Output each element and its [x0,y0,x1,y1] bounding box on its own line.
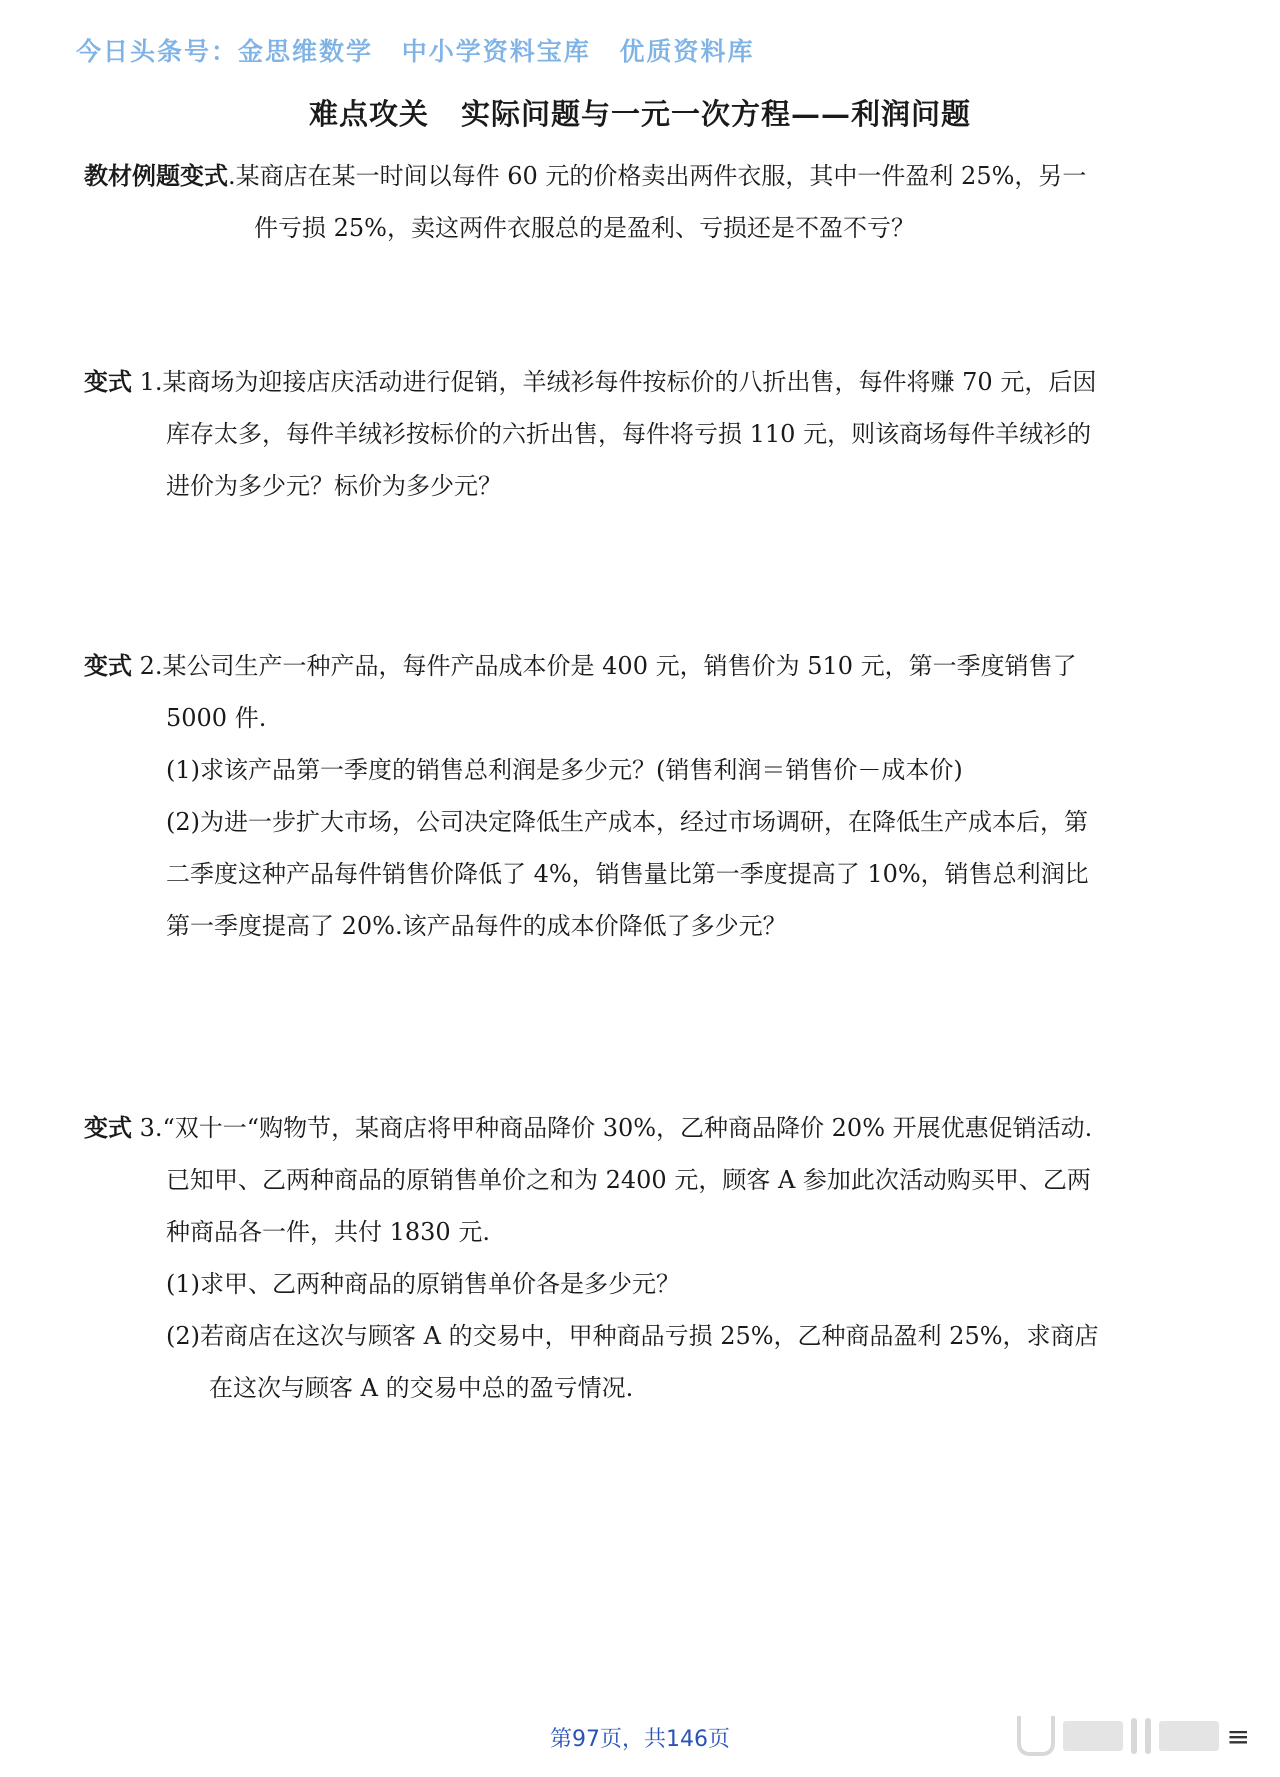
page-indicator: 第97页，共146页 [550,1727,730,1752]
title-part-1: 难点攻关 [308,97,429,131]
variant-3-line-1: 3.“双十一“购物节，某商店将甲种商品降价 30%，乙种商品降价 20% 开展优惠促销活动. [132,1114,1093,1142]
variant-3-label: 变式 [84,1113,132,1142]
variant-2-label: 变式 [84,651,132,680]
variant-2-line-5: 二季度这种产品每件销售价降低了 4%，销售量比第一季度提高了 10%，销售总利润比 [166,860,1089,888]
variant-1-problem [84,356,1204,512]
viewer-toolbar [1017,1716,1250,1756]
example-problem [84,150,1204,254]
divider-icon [1145,1718,1151,1754]
variant-3-line-2: 已知甲、乙两种商品的原销售单价之和为 2400 元，顾客 A 参加此次活动购买甲、乙两 [166,1166,1091,1194]
variant-2-line-2: 5000 件. [166,704,267,732]
variant-2-line-6: 第一季度提高了 20%.该产品每件的成本价降低了多少元？ [166,912,787,940]
title-part-2: 实际问题与一元一次方程——利润问题 [461,97,972,131]
variant-2-line-4: (2)为进一步扩大市场，公司决定降低生产成本，经过市场调研，在降低生产成本后，第 [166,808,1088,836]
variant-3-line-5: (2)若商店在这次与顾客 A 的交易中，甲种商品亏损 25%，乙种商品盈利 25%，求商店 [166,1322,1099,1350]
variant-1-line-2: 库存太多，每件羊绒衫按标价的六折出售，每件将亏损 110 元，则该商场每件羊绒衫的 [166,420,1092,448]
variant-3-problem [84,1102,1204,1414]
example-label: 教材例题变式 [84,161,228,190]
page-title [0,92,1280,133]
variant-3-line-4: (1)求甲、乙两种商品的原销售单价各是多少元？ [166,1270,680,1298]
watermark-part-3: 优质资料库 [619,37,755,66]
watermark [76,32,772,68]
watermark-part-2: 中小学资料宝库 [401,37,591,66]
toolbar-button[interactable] [1159,1721,1219,1751]
menu-icon[interactable]: ≡ [1226,1719,1250,1753]
example-line-2: 件亏损 25%，卖这两件衣服总的是盈利、亏损还是不盈不亏？ [254,214,915,242]
variant-1-line-3: 进价为多少元？标价为多少元？ [166,472,502,500]
variant-3-line-6: 在这次与顾客 A 的交易中总的盈亏情况. [209,1374,634,1402]
variant-2-line-1: 2.某公司生产一种产品，每件产品成本价是 400 元，销售价为 510 元，第一季度销售了 [132,652,1077,680]
toolbar-button[interactable] [1063,1721,1123,1751]
bookmark-icon[interactable] [1017,1716,1055,1756]
example-line-1: .某商店在某一时间以每件 60 元的价格卖出两件衣服，其中一件盈利 25%，另一 [228,162,1087,190]
divider-icon [1131,1718,1137,1754]
variant-1-line-1: 1.某商场为迎接店庆活动进行促销，羊绒衫每件按标价的八折出售，每件将赚 70 元，后因 [132,368,1097,396]
variant-2-problem [84,640,1204,952]
variant-3-line-3: 种商品各一件，共付 1830 元. [166,1218,490,1246]
variant-2-line-3: (1)求该产品第一季度的销售总利润是多少元？(销售利润＝销售价－成本价) [166,756,963,784]
variant-1-label: 变式 [84,367,132,396]
watermark-part-1: 今日头条号：金思维数学 [76,37,374,66]
